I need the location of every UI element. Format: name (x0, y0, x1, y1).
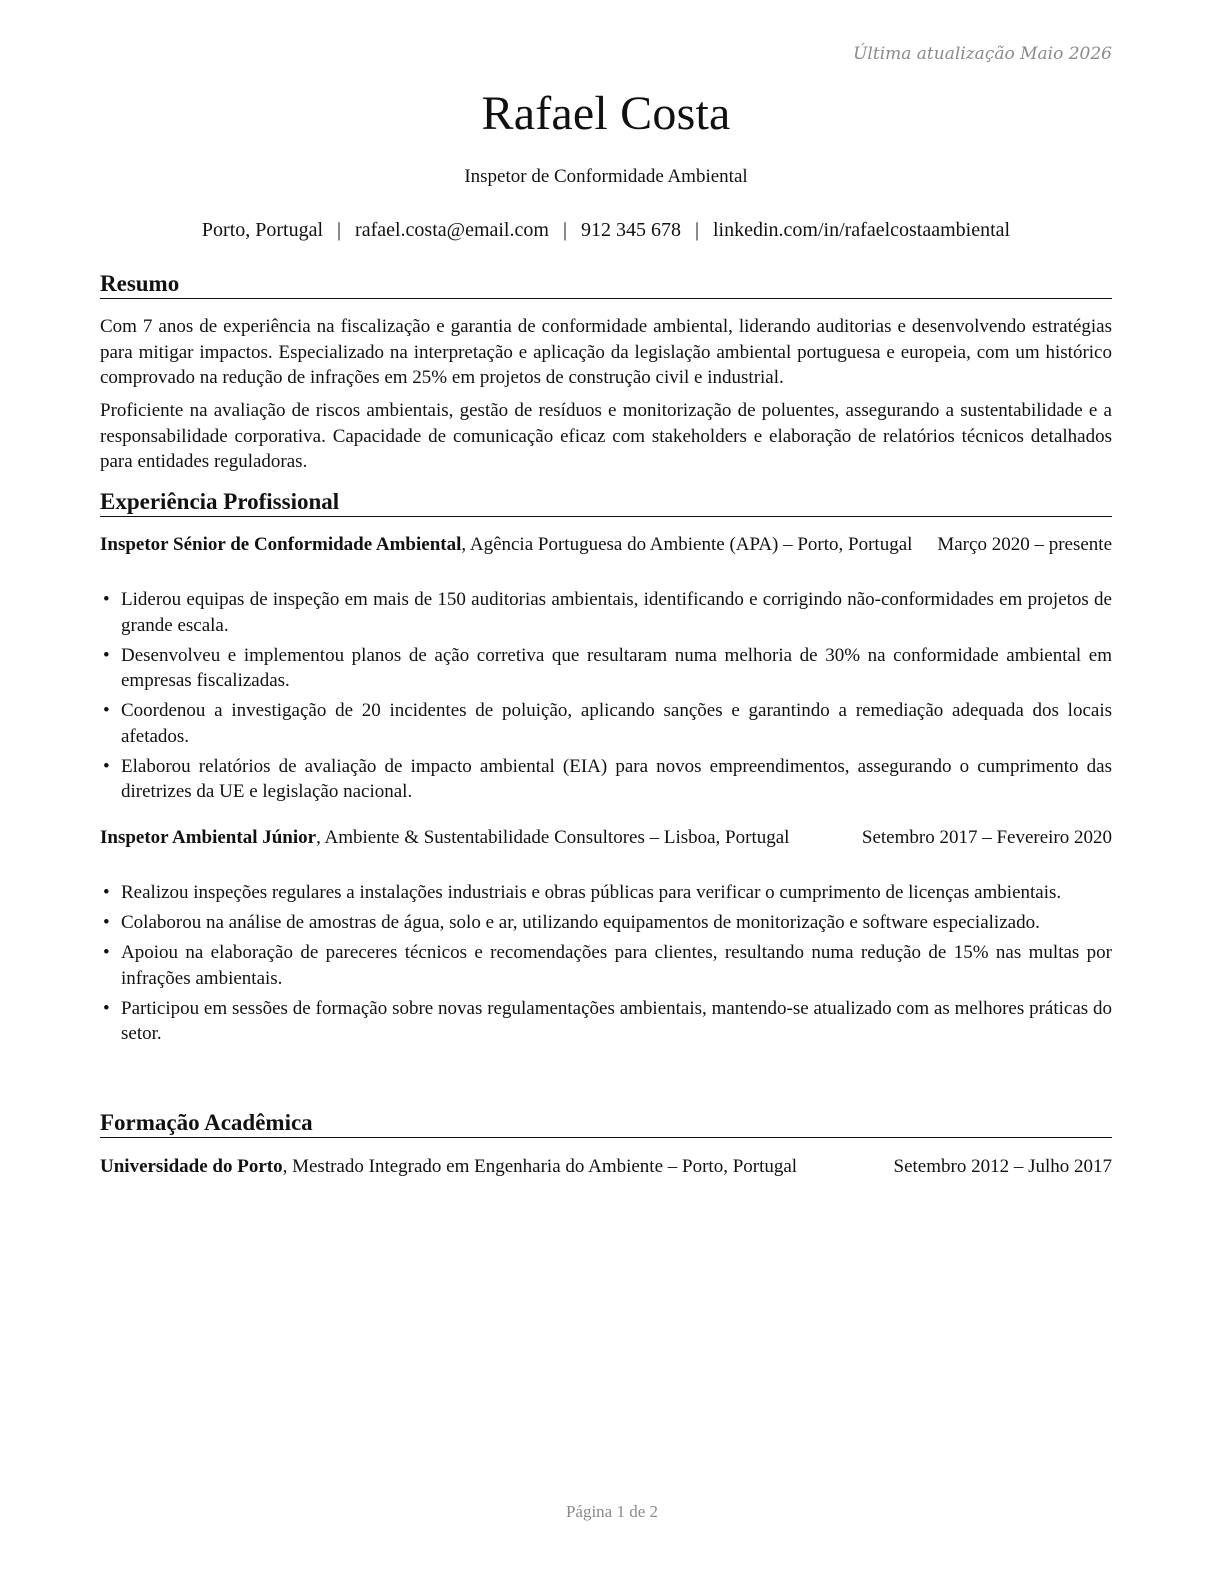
bullet-icon: • (103, 589, 110, 610)
job-dates: Março 2020 – presente (937, 534, 1112, 555)
contact-line (100, 219, 1112, 242)
contact-location: Porto, Portugal (201, 219, 324, 241)
bullet-icon: • (103, 997, 110, 1019)
job-bullet-list (100, 587, 1112, 809)
education-details: , Mestrado Integrado em Engenharia do Ambiente – Porto, Portugal (282, 1156, 798, 1177)
job-header (100, 825, 1112, 851)
bullet-text: Apoiou na elaboração de pareceres técnicos e recomendações para clientes, resultando numa redução de 15% nas multas por infrações ambientais. (121, 942, 1112, 989)
bullet-icon: • (103, 644, 110, 666)
job-details: , Agência Portuguesa do Ambiente (APA) – Porto, Portugal (461, 534, 913, 555)
list-item (100, 587, 1112, 638)
job-role: Inspetor Sénior de Conformidade Ambiental (100, 534, 462, 555)
contact-email[interactable]: rafael.costa@email.com (355, 219, 549, 241)
bullet-icon: • (103, 755, 110, 777)
list-item (100, 698, 1112, 749)
bullet-text: Colaborou na análise de amostras de água, solo e ar, utilizando equipamentos de monitorização e software especializado. (121, 912, 1040, 933)
section-heading-education: Formação Acadêmica (100, 1110, 1112, 1138)
job-header (100, 532, 1112, 558)
contact-separator: | (562, 219, 567, 241)
bullet-icon: • (103, 882, 110, 903)
education-entry (100, 1154, 1112, 1180)
list-item (100, 754, 1112, 805)
bullet-text: Participou em sessões de formação sobre novas regulamentações ambientais, mantendo-se atualizado com as melhores práticas do setor. (121, 997, 1112, 1044)
list-item (100, 910, 1112, 936)
job-dates: Setembro 2017 – Fevereiro 2020 (861, 827, 1112, 848)
list-item (100, 996, 1112, 1047)
job-role: Inspetor Ambiental Júnior (100, 827, 317, 848)
job-details: , Ambiente & Sustentabilidade Consultores – Lisboa, Portugal (316, 827, 790, 848)
list-item (100, 643, 1112, 694)
education-dates: Setembro 2012 – Julho 2017 (893, 1156, 1112, 1177)
summary-paragraph: Com 7 anos de experiência na fiscalização e garantia de conformidade ambiental, liderando auditorias e desenvolvendo estratégias para mitigar impactos. Especializado na interpretação e aplicação da legislação ambiental portuguesa e europeia, com um histórico comprovado na redução de infrações em 25% em projetos de construção civil e industrial. (100, 316, 1112, 388)
last-updated: Última atualização Maio 2026 (853, 44, 1112, 64)
contact-linkedin[interactable]: linkedin.com/in/rafaelcostaambiental (712, 219, 1011, 241)
bullet-text: Desenvolveu e implementou planos de ação corretiva que resultaram numa melhoria de 30% na conformidade ambiental em empresas fiscalizadas. (121, 644, 1112, 691)
contact-separator: | (694, 219, 699, 241)
job-title: Inspetor de Conformidade Ambiental (464, 166, 748, 187)
bullet-icon: • (103, 700, 110, 721)
job-bullet-list (100, 880, 1112, 1051)
bullet-text: Elaborou relatórios de avaliação de impacto ambiental (EIA) para novos empreendimentos, assegurando o cumprimento das diretrizes da UE e legislação nacional. (121, 755, 1112, 802)
list-item (100, 880, 1112, 906)
candidate-name: Rafael Costa (481, 87, 731, 140)
contact-separator: | (337, 219, 342, 241)
contact-phone: 912 345 678 (580, 219, 681, 241)
page-number: Página 1 de 2 (565, 1502, 659, 1521)
section-heading-experience: Experiência Profissional (100, 489, 1112, 517)
bullet-text: Realizou inspeções regulares a instalações industriais e obras públicas para verificar o cumprimento de licenças ambientais. (121, 882, 1062, 903)
summary-paragraph: Proficiente na avaliação de riscos ambientais, gestão de resíduos e monitorização de poluentes, assegurando a sustentabilidade e a responsabilidade corporativa. Capacidade de comunicação eficaz com stakeholders e elaboração de relatórios técnicos detalhados para entidades reguladoras. (100, 400, 1112, 472)
section-heading-summary: Resumo (100, 271, 1112, 299)
bullet-text: Liderou equipas de inspeção em mais de 150 auditorias ambientais, identificando e corrigindo não-conformidades em projetos de grande escala. (121, 589, 1112, 636)
education-institution: Universidade do Porto (100, 1156, 283, 1177)
bullet-icon: • (103, 942, 110, 963)
bullet-icon: • (103, 912, 110, 933)
bullet-text: Coordenou a investigação de 20 incidentes de poluição, aplicando sanções e garantindo a remediação adequada dos locais afetados. (121, 700, 1112, 747)
list-item (100, 940, 1112, 991)
